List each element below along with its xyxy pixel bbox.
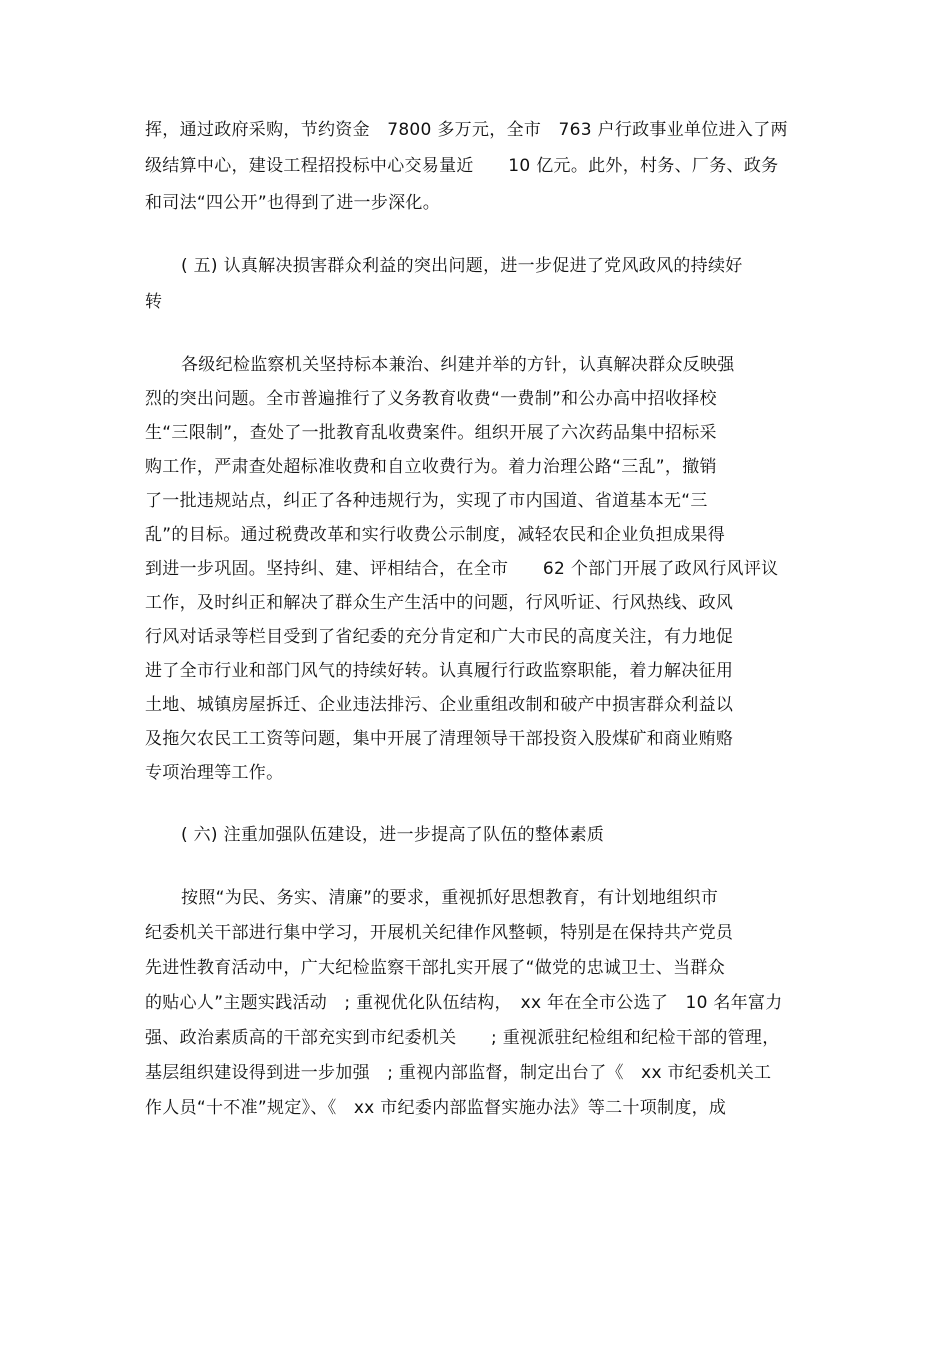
text-line: 生“三限制”，查处了一批教育乱收费案件。组织开展了六次药品集中招标采 [145, 423, 717, 443]
text-line: 工作，及时纠正和解决了群众生产生活中的问题，行风听证、行风热线、政风 [145, 593, 734, 613]
text-line: 级结算中心，建设工程招投标中心交易量近 10 亿元。此外，村务、厂务、政务 [145, 156, 779, 176]
section-heading: ( 五) 认真解决损害群众利益的突出问题，进一步促进了党风政风的持续好 [181, 256, 743, 276]
text-line: 和司法“四公开”也得到了进一步深化。 [145, 193, 441, 213]
text-line: 按照“为民、务实、清廉”的要求，重视抓好思想教育，有计划地组织市 [181, 888, 719, 908]
text-line: 基层组织建设得到进一步加强 ; 重视内部监督，制定出台了《 xx 市纪委机关工 [145, 1063, 772, 1083]
text-line: 进了全市行业和部门风气的持续好转。认真履行行政监察职能，着力解决征用 [145, 661, 734, 681]
text-line: 购工作，严肃查处超标准收费和自立收费行为。着力治理公路“三乱”，撤销 [145, 457, 717, 477]
text-line: 各级纪检监察机关坚持标本兼治、纠建并举的方针，认真解决群众反映强 [181, 355, 735, 375]
text-line: 专项治理等工作。 [145, 763, 284, 783]
text-line: 的贴心人”主题实践活动 ; 重视优化队伍结构， xx 年在全市公选了 10 名年富力 [145, 993, 783, 1013]
text-line: 了一批违规站点，纠正了各种违规行为，实现了市内国道、省道基本无“三 [145, 491, 708, 511]
text-line: 挥，通过政府采购，节约资金 7800 多万元，全市 763 户行政事业单位进入了两 [145, 120, 788, 140]
text-line: 先进性教育活动中，广大纪检监察干部扎实开展了“做党的忠诚卫士、当群众 [145, 958, 726, 978]
text-line: 乱”的目标。通过税费改革和实行收费公示制度，减轻农民和企业负担成果得 [145, 525, 726, 545]
text-line: 烈的突出问题。全市普遍推行了义务教育收费“一费制”和公办高中招收择校 [145, 389, 717, 409]
section-heading-continued: 转 [145, 292, 163, 312]
section-heading: ( 六) 注重加强队伍建设，进一步提高了队伍的整体素质 [181, 825, 605, 845]
text-line: 到进一步巩固。坚持纠、建、评相结合，在全市 62 个部门开展了政风行风评议 [145, 559, 779, 579]
text-line: 行风对话录等栏目受到了省纪委的充分肯定和广大市民的高度关注，有力地促 [145, 627, 734, 647]
text-line: 作人员“十不准”规定》、《 xx 市纪委内部监督实施办法》等二十项制度，成 [145, 1098, 727, 1118]
text-line: 强、政治素质高的干部充实到市纪委机关 ; 重视派驻纪检组和纪检干部的管理， [145, 1028, 780, 1048]
text-line: 纪委机关干部进行集中学习，开展机关纪律作风整顿，特别是在保持共产党员 [145, 923, 734, 943]
text-line: 土地、城镇房屋拆迁、企业违法排污、企业重组改制和破产中损害群众利益以 [145, 695, 734, 715]
text-line: 及拖欠农民工工资等问题，集中开展了清理领导干部投资入股煤矿和商业贿赂 [145, 729, 734, 749]
